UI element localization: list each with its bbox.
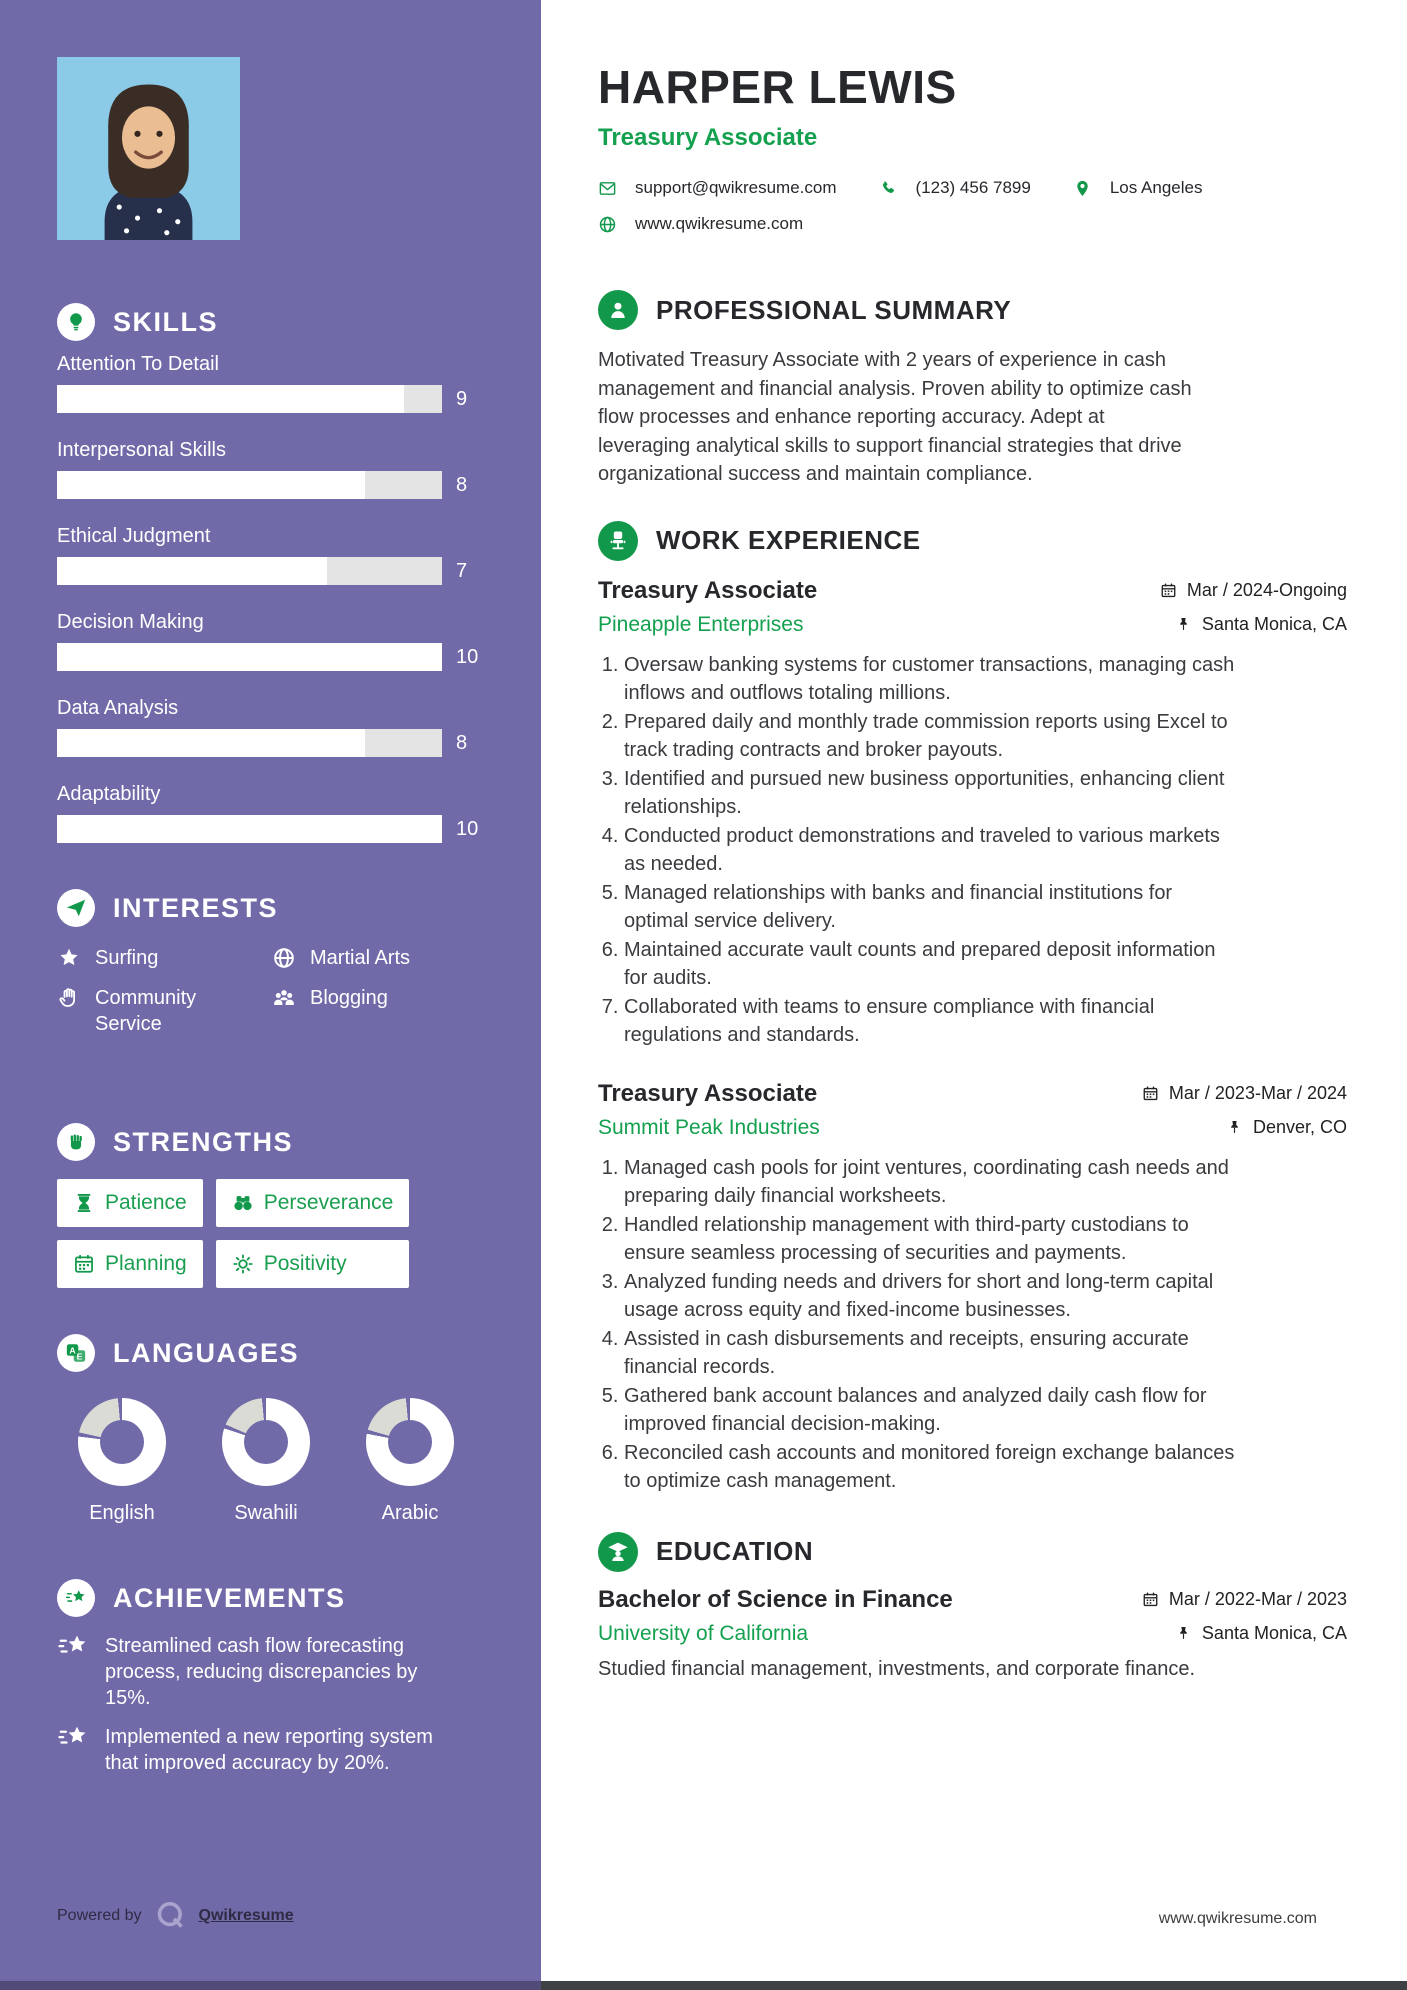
interests-section (57, 889, 484, 1037)
achievement-text: Implemented a new reporting system that improved accuracy by 20%. (105, 1726, 433, 1774)
skill-bar-track (57, 471, 442, 499)
job-dates-text: Mar / 2023-Mar / 2024 (1168, 1083, 1347, 1103)
bottom-strip-left (0, 1981, 541, 1990)
skill-value: 8 (456, 473, 468, 496)
job-location (1226, 1117, 1347, 1138)
skill-item (57, 525, 484, 585)
translate-icon (57, 1334, 95, 1372)
language-item (366, 1398, 454, 1525)
qwikresume-logo-icon (154, 1899, 187, 1932)
calendar-icon (73, 1253, 95, 1275)
strength-label: Positivity (263, 1252, 347, 1275)
job-company: Pineapple Enterprises (598, 612, 804, 636)
contact-phone (879, 178, 1031, 198)
skill-bar-track (57, 385, 442, 413)
skill-bar-row (57, 557, 484, 585)
job-row-1 (598, 1080, 1347, 1108)
candidate-name: HARPER LEWIS (598, 61, 957, 113)
strength-chip (57, 1179, 203, 1227)
contact-location (1073, 178, 1203, 198)
graduate-icon (598, 1532, 638, 1572)
calendar-meta-icon (1142, 1085, 1159, 1102)
education-school: University of California (598, 1621, 809, 1645)
job-bullet: 7. Collaborated with teams to ensure compliance with financial regulations and standards. (624, 993, 1238, 1050)
star-icon (57, 946, 81, 970)
education-title: EDUCATION (656, 1536, 814, 1566)
interest-item (272, 945, 484, 971)
language-donut (366, 1398, 454, 1486)
phone-icon (879, 179, 898, 198)
strengths-header (57, 1123, 484, 1161)
contact-row-primary (598, 178, 1347, 198)
strength-label: Perseverance (263, 1191, 394, 1214)
job-location-text: Denver, CO (1252, 1117, 1347, 1137)
job-bullet: 4. Assisted in cash disbursements and receipts, ensuring accurate financial records. (624, 1325, 1238, 1382)
job-dates-text: Mar / 2024-Ongoing (1186, 580, 1347, 600)
strength-chip (216, 1179, 410, 1227)
qwikresume-brand-link[interactable]: Qwikresume (198, 1906, 294, 1924)
language-item (78, 1398, 166, 1525)
skill-value: 8 (456, 731, 468, 754)
job-row-2 (598, 613, 1347, 637)
achievements-header (57, 1579, 484, 1617)
skills-list (57, 353, 484, 843)
job-bullet: 6. Maintained accurate vault counts and prepared deposit information for audits. (624, 936, 1238, 993)
skill-label: Decision Making (57, 611, 204, 633)
achievement-text: Streamlined cash flow forecasting process, reducing discrepancies by 15%. (105, 1635, 418, 1709)
pin-icon (1073, 179, 1092, 198)
svg-text:A: A (69, 1345, 76, 1356)
strengths-title: STRENGTHS (113, 1126, 294, 1157)
strengths-section (57, 1123, 484, 1288)
skill-bar-fill (57, 557, 327, 585)
contact-row-secondary (598, 214, 1347, 234)
languages-header (57, 1334, 484, 1372)
job-bullet: 6. Reconciled cash accounts and monitored foreign exchange balances to optimize cash management. (624, 1439, 1238, 1496)
languages-list (78, 1398, 484, 1525)
job-dates (1160, 580, 1347, 601)
interest-label: Community Service (95, 987, 197, 1035)
job-bullets (598, 1154, 1238, 1496)
website-text: www.qwikresume.com (635, 214, 804, 233)
skill-item (57, 697, 484, 757)
skill-bar-fill (57, 729, 365, 757)
job-bullet: 2. Handled relationship management with third-party custodians to ensure seamless processing of securities and payments. (624, 1211, 1238, 1268)
skill-bar-row (57, 385, 484, 413)
bottom-strip (0, 1981, 1407, 1990)
skill-item (57, 783, 484, 843)
paper-plane-icon (57, 889, 95, 927)
interests-header (57, 889, 484, 927)
skill-bar-track (57, 729, 442, 757)
pushpin-icon (1175, 616, 1192, 633)
location-text: Los Angeles (1109, 178, 1203, 197)
skill-value: 9 (456, 387, 468, 410)
powered-by-label: Powered by (57, 1906, 142, 1924)
language-label: Arabic (381, 1502, 439, 1524)
education-entry (598, 1586, 1347, 1681)
education-location (1175, 1623, 1347, 1644)
footer-site-url: www.qwikresume.com (1158, 1910, 1317, 1927)
hourglass-icon (73, 1192, 95, 1214)
job-row-2 (598, 1116, 1347, 1140)
interest-label: Blogging (310, 987, 388, 1009)
sidebar (0, 0, 541, 1990)
job-company: Summit Peak Industries (598, 1115, 820, 1139)
education-location-text: Santa Monica, CA (1201, 1623, 1347, 1643)
skill-bar-fill (57, 815, 442, 843)
interest-label: Surfing (95, 947, 159, 969)
skill-bar-fill (57, 643, 442, 671)
skill-bar-row (57, 815, 484, 843)
education-dates (1142, 1589, 1347, 1610)
shooting-star-icon (57, 1722, 89, 1754)
skill-item (57, 439, 484, 499)
education-description: Studied financial management, investments, and corporate finance. (598, 1657, 1196, 1680)
binoculars-icon (232, 1192, 254, 1214)
achievements-list (57, 1633, 484, 1776)
skill-value: 10 (456, 645, 479, 668)
job-title: Treasury Associate (598, 576, 818, 604)
calendar-meta-icon (1160, 582, 1177, 599)
job-row-1 (598, 577, 1347, 605)
skill-label: Data Analysis (57, 697, 179, 719)
envelope-icon (598, 179, 617, 198)
interest-label: Martial Arts (310, 947, 411, 969)
office-chair-icon (598, 521, 638, 561)
skill-bar-row (57, 729, 484, 757)
achievements-section (57, 1579, 484, 1776)
skill-item (57, 611, 484, 671)
users-icon (272, 986, 296, 1010)
profile-photo-illustration (57, 57, 240, 240)
skill-value: 7 (456, 559, 468, 582)
skill-label: Ethical Judgment (57, 525, 211, 547)
job-entry (598, 577, 1347, 1050)
strength-chip (216, 1240, 410, 1288)
education-degree: Bachelor of Science in Finance (598, 1585, 953, 1613)
skill-bar-track (57, 643, 442, 671)
jobs-list (598, 577, 1347, 1496)
sun-icon (232, 1253, 254, 1275)
language-donut (78, 1398, 166, 1486)
fist-icon (57, 1123, 95, 1161)
languages-section (57, 1334, 484, 1525)
skill-bar-track (57, 557, 442, 585)
contact-website[interactable] (598, 214, 803, 234)
person-icon (598, 290, 638, 330)
strengths-list (57, 1179, 484, 1288)
svg-text:E: E (76, 1351, 83, 1362)
interest-item (57, 945, 272, 971)
strength-label: Patience (105, 1191, 187, 1214)
shooting-star-icon (57, 1631, 89, 1663)
work-experience-header (598, 521, 1347, 561)
skills-header (57, 303, 484, 341)
skill-bar-fill (57, 471, 365, 499)
education-header (598, 1532, 1347, 1572)
job-dates (1142, 1083, 1347, 1104)
job-bullet: 3. Identified and pursued new business opportunities, enhancing client relationships. (624, 765, 1238, 822)
job-location-text: Santa Monica, CA (1201, 614, 1347, 634)
education-row-2 (598, 1622, 1347, 1646)
strength-label: Planning (105, 1252, 187, 1275)
summary-title: PROFESSIONAL SUMMARY (656, 294, 1012, 325)
language-item (222, 1398, 310, 1525)
skill-label: Attention To Detail (57, 353, 219, 375)
job-bullet: 4. Conducted product demonstrations and traveled to various markets as needed. (624, 822, 1238, 879)
job-bullet: 1. Managed cash pools for joint ventures, coordinating cash needs and preparing daily financial worksheets. (624, 1154, 1238, 1211)
education-row-1 (598, 1586, 1347, 1614)
pushpin-icon (1175, 1625, 1192, 1642)
interest-item (272, 985, 484, 1037)
skills-section (57, 303, 484, 843)
summary-header (598, 290, 1347, 330)
job-bullet: 5. Gathered bank account balances and analyzed daily cash flow for improved financial decision-making. (624, 1382, 1238, 1439)
language-label: Swahili (234, 1502, 298, 1524)
achievement-item (57, 1633, 484, 1711)
job-location (1175, 614, 1347, 635)
job-bullet: 2. Prepared daily and monthly trade commission reports using Excel to track trading contracts and broker payouts. (624, 708, 1238, 765)
sidebar-footer (57, 1899, 294, 1932)
globe-icon (272, 946, 296, 970)
skills-title: SKILLS (113, 306, 219, 337)
interests-list (57, 945, 484, 1037)
skill-bar-row (57, 643, 484, 671)
donut-hole (100, 1420, 144, 1464)
skill-label: Adaptability (57, 783, 161, 805)
donut-hole (388, 1420, 432, 1464)
skill-bar-fill (57, 385, 404, 413)
profile-photo (57, 57, 240, 240)
lightbulb-icon (57, 303, 95, 341)
skill-value: 10 (456, 817, 479, 840)
candidate-role: Treasury Associate (598, 124, 818, 151)
bottom-strip-right (541, 1981, 1407, 1990)
shooting-star-icon (57, 1579, 95, 1617)
skill-item (57, 353, 484, 413)
skill-bar-track (57, 815, 442, 843)
interests-title: INTERESTS (113, 892, 279, 923)
language-donut (222, 1398, 310, 1486)
job-bullets (598, 651, 1238, 1050)
job-bullet: 1. Oversaw banking systems for customer transactions, managing cash inflows and outflows totaling millions. (624, 651, 1238, 708)
achievements-title: ACHIEVEMENTS (113, 1582, 346, 1613)
job-title: Treasury Associate (598, 1079, 818, 1107)
main-content (541, 0, 1407, 1990)
achievement-item (57, 1724, 484, 1776)
language-label: English (89, 1502, 155, 1524)
calendar-icon (1142, 1591, 1159, 1608)
interest-item (57, 985, 272, 1037)
languages-title: LANGUAGES (113, 1337, 300, 1368)
email-text: support@qwikresume.com (635, 178, 837, 197)
education-dates-text: Mar / 2022-Mar / 2023 (1168, 1589, 1347, 1609)
phone-text: (123) 456 7899 (915, 178, 1031, 197)
pushpin-icon (1226, 1119, 1243, 1136)
job-bullet: 5. Managed relationships with banks and financial institutions for optimal service delivery. (624, 879, 1238, 936)
hand-icon (57, 986, 81, 1010)
strength-chip (57, 1240, 203, 1288)
summary-text: Motivated Treasury Associate with 2 years of experience in cash management and financial analysis. Proven ability to optimize cash flow processes and enhance reporting accuracy. Adept at leveraging analytical skills to support financial strategies that drive organizational success and maintain compliance. (598, 349, 1192, 485)
job-entry (598, 1080, 1347, 1496)
donut-hole (244, 1420, 288, 1464)
work-experience-title: WORK EXPERIENCE (656, 525, 921, 555)
contact-email[interactable] (598, 178, 837, 198)
job-bullet: 3. Analyzed funding needs and drivers for short and long-term capital usage across equity and fixed-income businesses. (624, 1268, 1238, 1325)
web-icon (598, 215, 617, 234)
skill-label: Interpersonal Skills (57, 439, 226, 461)
skill-bar-row (57, 471, 484, 499)
